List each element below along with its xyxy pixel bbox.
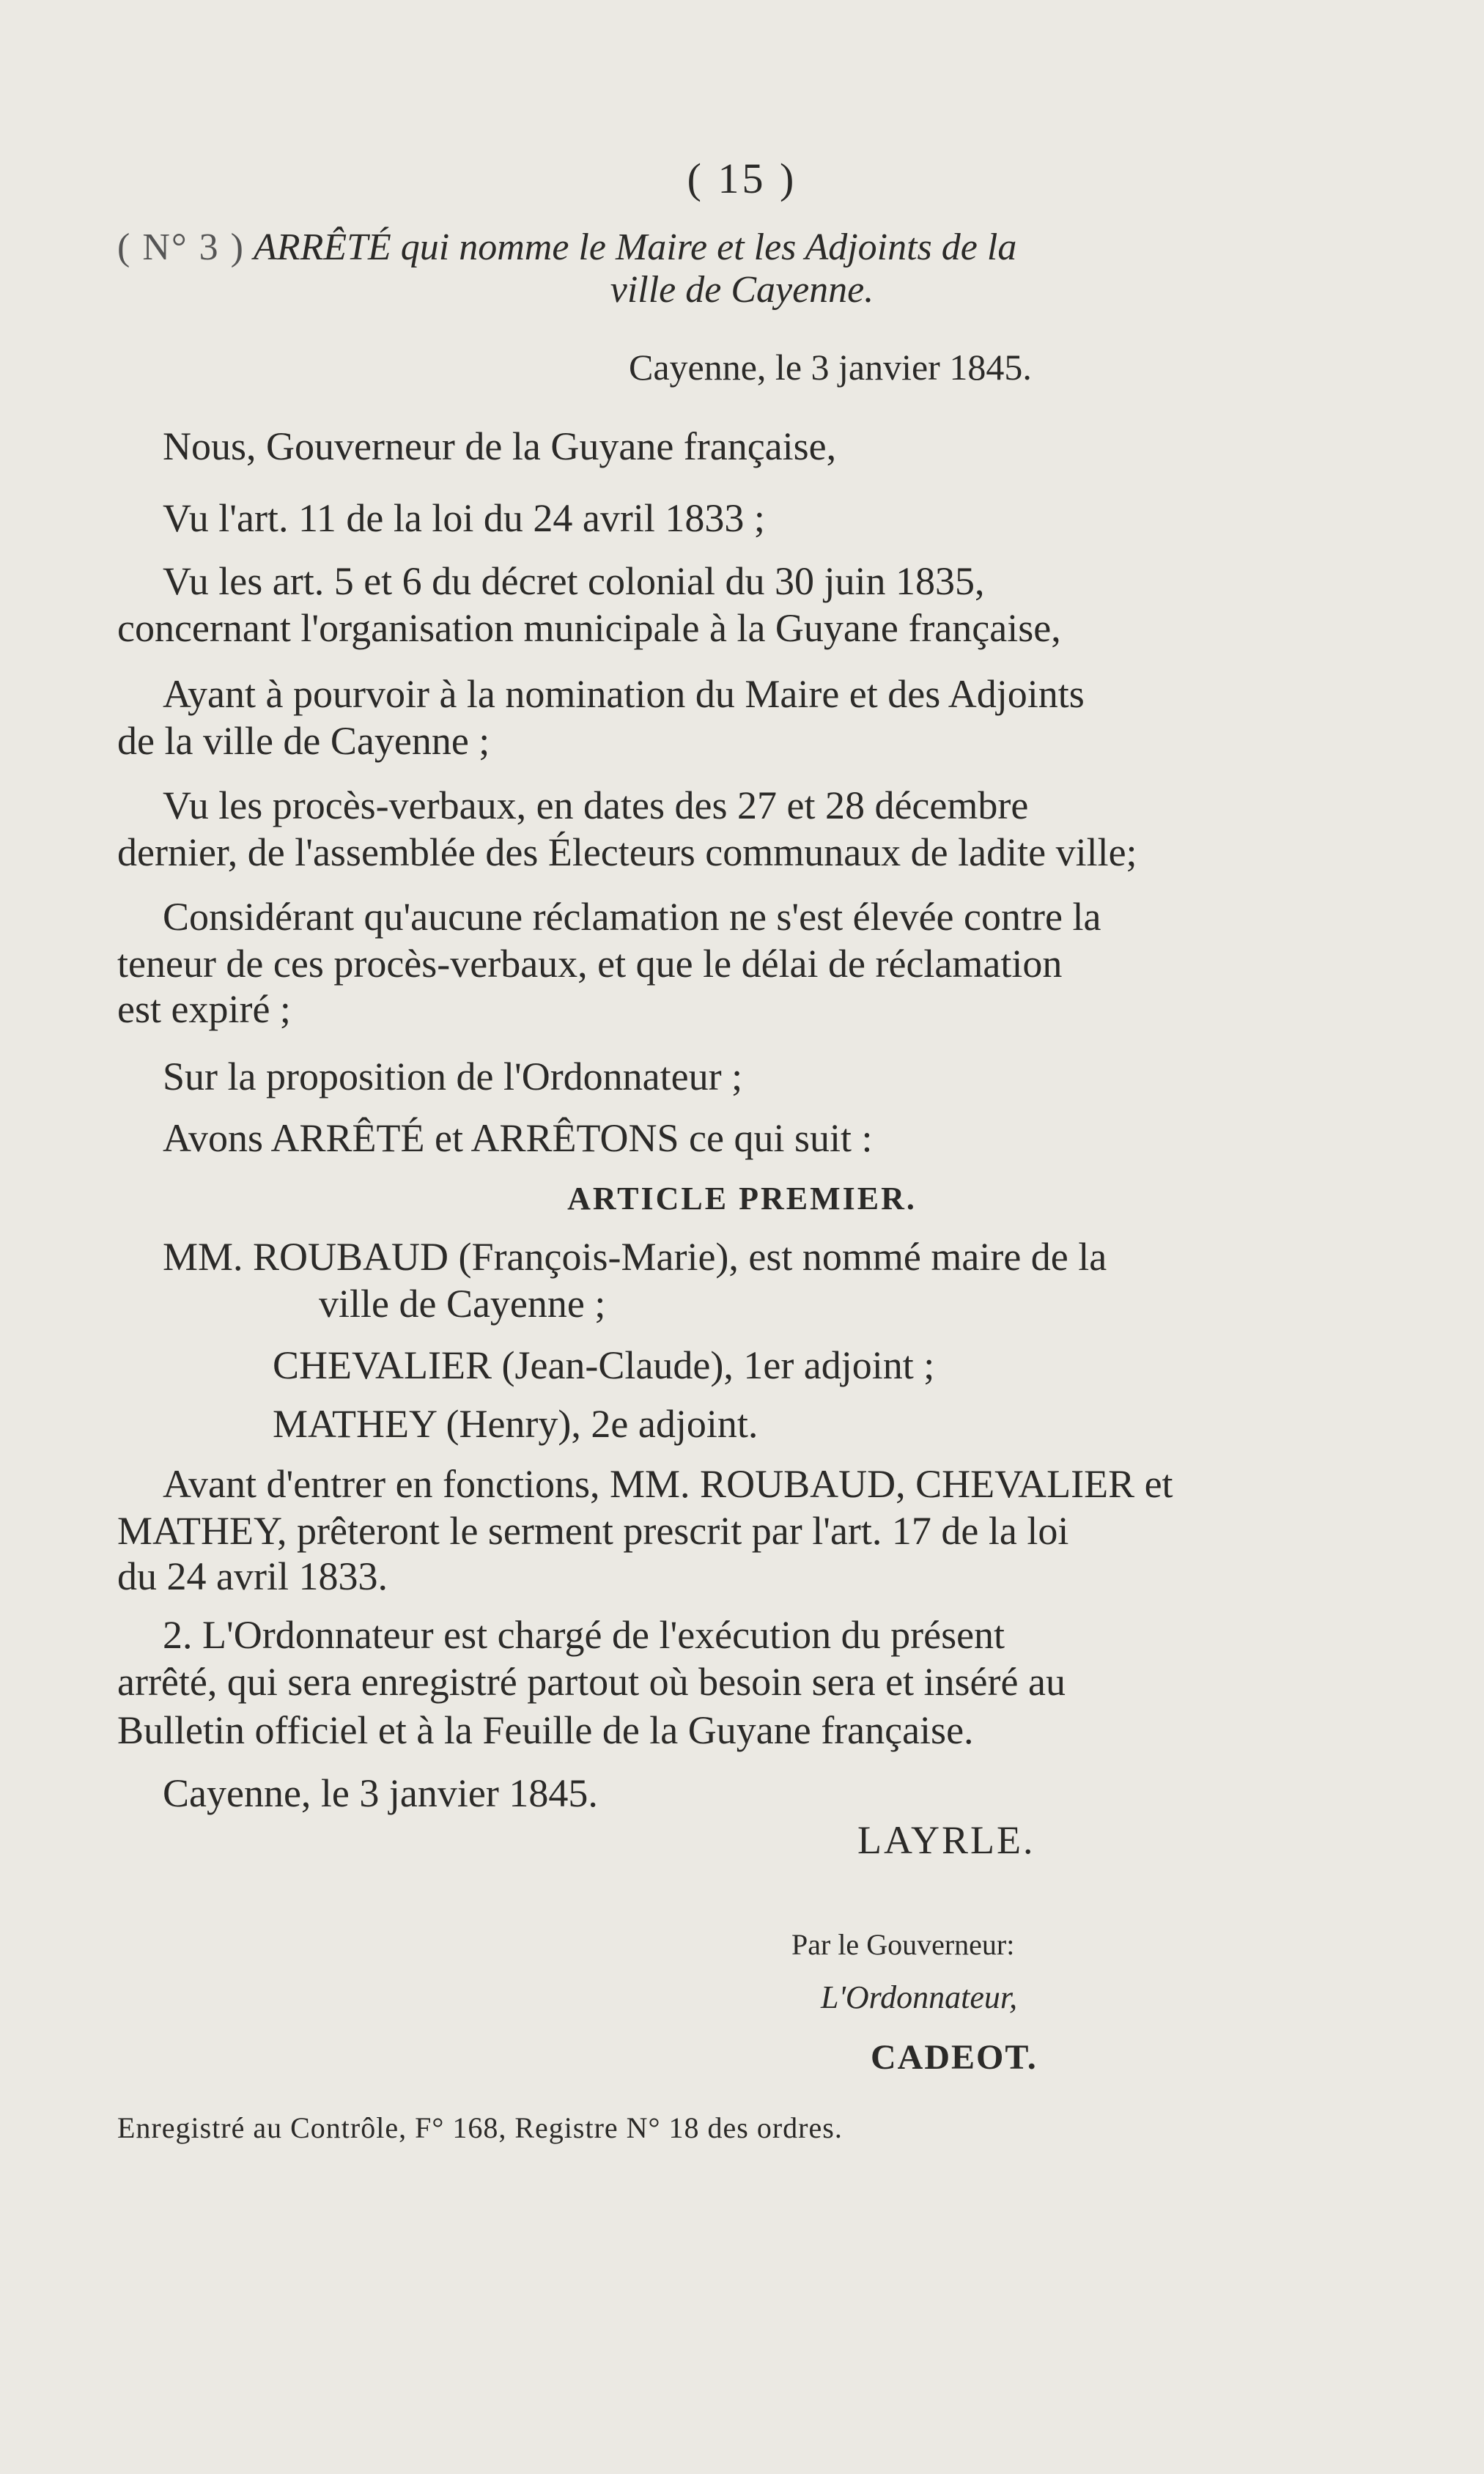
body-line: Vu les art. 5 et 6 du décret colonial du 30 juin 1835, [163,559,985,603]
date-line: Cayenne, le 3 janvier 1845. [629,347,1032,388]
decree-title-line1: ARRÊTÉ qui nomme le Maire et les Adjoints de la [254,226,1017,268]
body-line: est expiré ; [117,987,291,1031]
decree-heading [117,226,1016,269]
signature-cadeot: CADEOT. [871,2038,1038,2077]
body-line: MATHEY (Henry), 2e adjoint. [273,1402,758,1446]
body-line: concernant l'organisation municipale à la Guyane française, [117,606,1061,650]
body-line: Vu l'art. 11 de la loi du 24 avril 1833 ; [163,496,765,540]
body-line: Cayenne, le 3 janvier 1845. [163,1771,598,1815]
body-line: Avant d'entrer en fonctions, MM. ROUBAUD, CHEVALIER et [163,1462,1173,1506]
decree-number: ( N° 3 ) [117,226,245,268]
body-line: Ayant à pourvoir à la nomination du Maire et des Adjoints [163,672,1085,716]
body-line: teneur de ces procès-verbaux, et que le délai de réclamation [117,942,1063,986]
body-line: Bulletin officiel et à la Feuille de la Guyane française. [117,1708,974,1752]
article-heading: ARTICLE PREMIER. [567,1181,917,1216]
body-line: ville de Cayenne ; [319,1282,606,1326]
page-number: ( 15 ) [687,155,797,202]
body-line: CHEVALIER (Jean-Claude), 1er adjoint ; [273,1343,935,1387]
registration-footer: Enregistré au Contrôle, F° 168, Registre N° 18 des ordres. [117,2111,843,2144]
par-le-gouverneur: Par le Gouverneur: [791,1928,1015,1961]
body-line: du 24 avril 1833. [117,1554,388,1598]
decree-title-line2: ville de Cayenne. [610,269,874,311]
body-line: MATHEY, prêteront le serment prescrit par l'art. 17 de la loi [117,1509,1069,1553]
signature-layrle: LAYRLE. [857,1818,1036,1862]
body-line: Vu les procès-verbaux, en dates des 27 et 28 décembre [163,783,1029,827]
body-line: Sur la proposition de l'Ordonnateur ; [163,1055,743,1098]
body-line: Considérant qu'aucune réclamation ne s'est élevée contre la [163,895,1101,939]
body-line: arrêté, qui sera enregistré partout où besoin sera et inséré au [117,1660,1066,1704]
body-line: MM. ROUBAUD (François-Marie), est nommé maire de la [163,1235,1107,1279]
body-line: 2. L'Ordonnateur est chargé de l'exécution du présent [163,1613,1005,1657]
ordonnateur-title: L'Ordonnateur, [821,1979,1018,2015]
body-line: Avons ARRÊTÉ et ARRÊTONS ce qui suit : [163,1116,873,1160]
body-line: de la ville de Cayenne ; [117,719,490,763]
preamble-line: Nous, Gouverneur de la Guyane française, [163,424,837,468]
body-line: dernier, de l'assemblée des Électeurs communaux de ladite ville; [117,830,1137,874]
